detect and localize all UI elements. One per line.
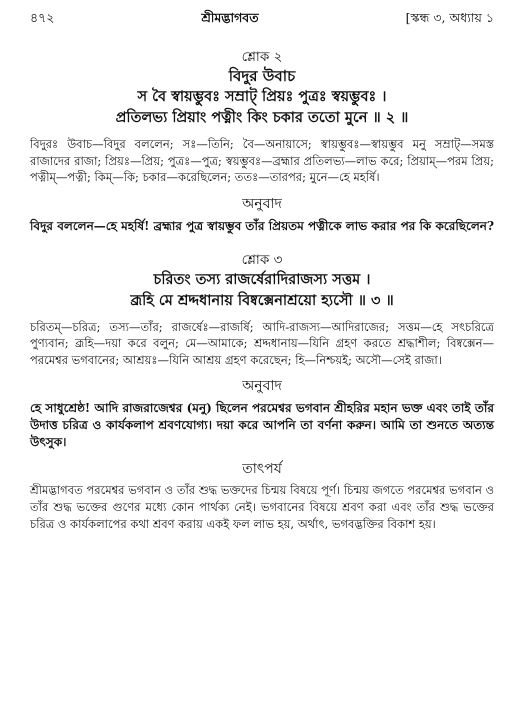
translation-heading: অনুবাদ — [242, 378, 282, 394]
purport-heading: তাৎপর্য — [242, 461, 282, 477]
sloka-label: শ্লোক ৩ — [241, 251, 283, 268]
translation-text: হে সাধুশ্রেষ্ঠ! আদি রাজরাজেশ্বর (মনু) ছিলেন পরমেশ্বর ভগবান শ্রীহরির মহান ভক্ত এবং তাই তাঁর উদাত্ত চরিত্র ও কার্যকলাপ শ্রবণযোগ্য। দয়া করে আপনি তা বর্ণনা করুন। আমি তা শুনতে অত্যন্ত উৎসুক। — [30, 401, 494, 449]
speaker-label: বিদুর উবাচ — [228, 67, 296, 85]
translation-text: বিদুর বললেন—হে মহর্ষি! ব্রহ্মার পুত্র স্বায়ম্ভুব তাঁর প্রিয়তম পত্নীকে লাভ করার পর কি করেছিলেন? — [30, 218, 494, 233]
verse-line: স বৈ স্বায়ম্ভুবঃ সম্রাট্‌ প্রিয়ঃ পুত্রঃ স্বয়ম্ভুবঃ । — [137, 88, 387, 105]
verse-line: ব্রূহি মে শ্রদ্দধানায় বিষ্বক্সেনাশ্রয়ো হ্যসৌ ॥ ৩ ॥ — [130, 291, 394, 309]
page-number: ৪৭২ — [30, 10, 55, 25]
verse-line: চরিতং তস্য রাজর্ষেরাদিরাজস্য সত্তম । — [153, 270, 371, 288]
purport-text: শ্রীমদ্ভাগবত পরমেশ্বর ভগবান ও তাঁর শুদ্ধ ভক্তদের চিন্ময় বিষয়ে পূর্ণ। চিন্ময় জগতে পরমেশ্বর ভগবান ও তাঁর শুদ্ধ ভক্তের গুণের মধ্যে কোন পার্থক্য নেই। ভগবানের বিষয়ে শ্রবণ করা এবং তাঁর শুদ্ধ ভক্তের চরিত্র ও কার্যকলাপের কথা শ্রবণ করায় একই ফল লাভ হয়, অর্থাৎ, ভগবদ্ভক্তির বিকাশ হয়। — [30, 483, 494, 531]
page-header — [30, 10, 494, 34]
word-for-word-synonyms: চরিতম্‌—চরিত্র; তস্য—তাঁর; রাজর্ষেঃ—রাজর্ষি; আদি-রাজস্য—আদিরাজের; সত্তম—হে সৎচরিত্রে পুণ্যবান; ব্রূহি—দয়া করে বলুন; মে—আমাকে; শ্রদ্দধানায়—যিনি গ্রহণ করতে শ্রদ্ধাশীল; বিষ্বক্সেন—পরমেশ্বর ভগবানের; আশ্রয়ঃ—যিনি আশ্রয় গ্রহণ করেছেন; হি—নিশ্চয়ই; অসৌ—সেই রাজা। — [30, 319, 494, 367]
verse-text — [30, 86, 494, 128]
verse-text — [30, 269, 494, 311]
chapter-location: [স্কন্ধ ৩, অধ্যায় ১ — [405, 10, 494, 25]
verse-line: প্রতিলভ্য প্রিয়াং পত্নীং কিং চকার ততো মুনে ॥ ২ ॥ — [115, 109, 409, 126]
book-title: শ্রীমদ্ভাগবত — [201, 10, 259, 25]
translation-heading: অনুবাদ — [242, 195, 282, 212]
sloka-label: শ্লোক ২ — [241, 49, 283, 65]
word-for-word-synonyms: বিদুরঃ উবাচ—বিদুর বললেন; সঃ—তিনি; বৈ—অনায়াসে; স্বায়ম্ভুবঃ—স্বায়ম্ভুব মনু সম্রাট্‌—সমস্ত রাজাদের রাজা; প্রিয়ঃ—প্রিয়; পুত্রঃ—পুত্র; স্বয়ম্ভুবঃ—ব্রহ্মার প্রতিলভ্য—লাভ করে; প্রিয়াম্‌—পরম প্রিয়; পত্নীম্‌—পত্নী; কিম্‌—কি; চকার—করেছিলেন; ততঃ—তারপর; মুনে—হে মহর্ষি। — [30, 137, 494, 184]
